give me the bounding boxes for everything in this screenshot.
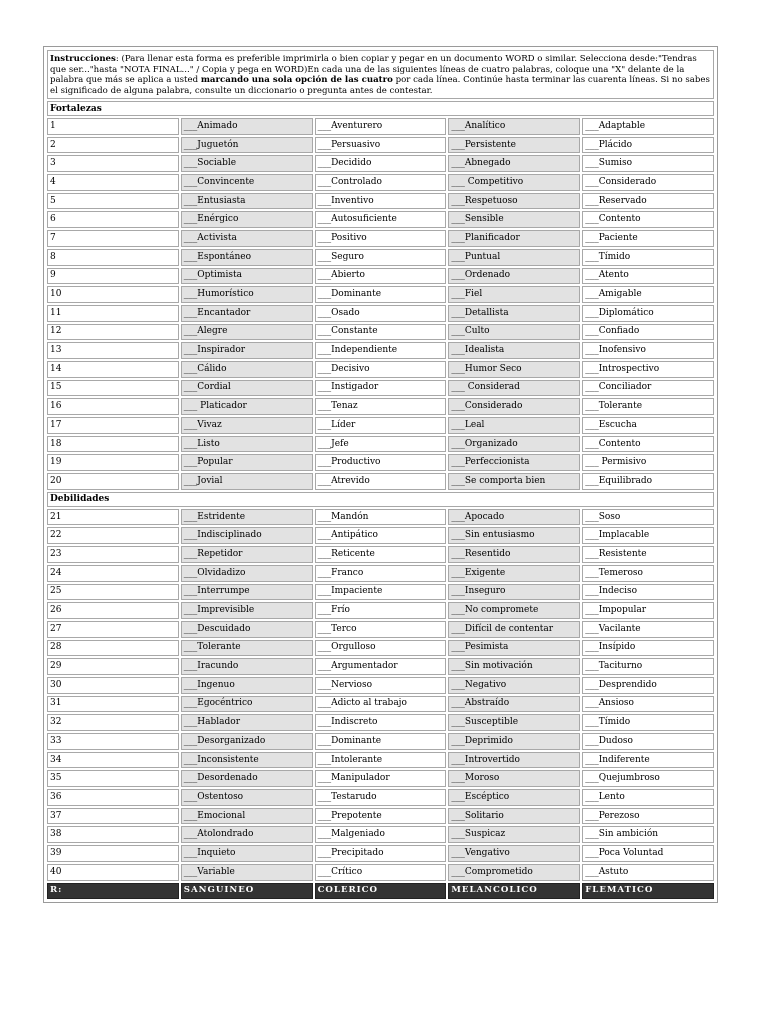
row-number: 24 (47, 565, 179, 582)
word-option[interactable]: ___Exigente (448, 565, 580, 582)
word-option[interactable]: ___Espontáneo (181, 249, 313, 266)
word-option[interactable]: ___Inquieto (181, 845, 313, 862)
word-option[interactable]: ___Negativo (448, 677, 580, 694)
word-option[interactable]: ___Apocado (448, 509, 580, 526)
word-option[interactable]: ___Reticente (315, 546, 447, 563)
instructions-tail: por cada línea. Continúe hasta terminar las cuarenta líneas. Si no sabes el significado de alguna palabra, consulte un diccionario o pregunta antes de contestar. (50, 75, 710, 96)
row-number: 12 (47, 324, 179, 341)
word-option[interactable]: ___Terco (315, 621, 447, 638)
word-option[interactable]: ___Desordenado (181, 770, 313, 787)
question-row (47, 789, 714, 806)
row-number: 17 (47, 417, 179, 434)
word-option[interactable]: ___Instigador (315, 380, 447, 397)
word-option[interactable]: ___Reservado (582, 193, 714, 210)
word-option[interactable]: ___Decidido (315, 155, 447, 172)
word-option[interactable]: ___Líder (315, 417, 447, 434)
word-option[interactable]: ___Indisciplinado (181, 527, 313, 544)
word-option[interactable]: ___Constante (315, 324, 447, 341)
temperament-test-form (43, 46, 718, 903)
question-row (47, 752, 714, 769)
word-option[interactable]: ___Escucha (582, 417, 714, 434)
question-row (47, 324, 714, 341)
word-option[interactable]: ___ Considerad (448, 380, 580, 397)
section-strengths-row (47, 101, 714, 116)
word-option[interactable]: ___Iracundo (181, 658, 313, 675)
word-option[interactable]: ___Frío (315, 602, 447, 619)
instructions-text: : (Para llenar esta forma es preferible imprimirla o bien copiar y pegar en un documento WORD o similar. Selecciona desde:"Tendras que ser..."hasta "NOTA FINAL..." / Copia y pega en WORD)En cada una de las siguientes líneas de cuatro palabras, coloque una "X" delante de la palabra que más se aplica a usted (50, 54, 697, 85)
question-row (47, 230, 714, 247)
section-weaknesses-row (47, 492, 714, 507)
word-option[interactable]: ___Inspirador (181, 342, 313, 359)
row-number: 39 (47, 845, 179, 862)
word-option[interactable]: ___Estridente (181, 509, 313, 526)
word-option[interactable]: ___ Platicador (181, 398, 313, 415)
question-row (47, 305, 714, 322)
word-option[interactable]: ___Cálido (181, 361, 313, 378)
word-option[interactable]: ___Respetuoso (448, 193, 580, 210)
question-row (47, 527, 714, 544)
instructions-row (47, 50, 714, 99)
word-option[interactable]: ___Introvertido (448, 752, 580, 769)
word-option[interactable]: ___No compromete (448, 602, 580, 619)
word-option[interactable]: ___Sensible (448, 211, 580, 228)
row-number: 28 (47, 640, 179, 657)
row-number: 2 (47, 137, 179, 154)
word-option[interactable]: ___Franco (315, 565, 447, 582)
question-row (47, 174, 714, 191)
question-row (47, 249, 714, 266)
row-number: 8 (47, 249, 179, 266)
word-option[interactable]: ___Alegre (181, 324, 313, 341)
row-number: 38 (47, 826, 179, 843)
word-option[interactable]: ___Hablador (181, 714, 313, 731)
word-option[interactable]: ___Vengativo (448, 845, 580, 862)
result-sanguineo: SANGUINEO (181, 883, 313, 900)
word-option[interactable]: ___Poca Voluntad (582, 845, 714, 862)
instructions-label: Instrucciones (50, 54, 116, 64)
word-option[interactable]: ___Puntual (448, 249, 580, 266)
word-option[interactable]: ___Enérgico (181, 211, 313, 228)
word-option[interactable]: ___Entusiasta (181, 193, 313, 210)
result-colerico: COLERICO (315, 883, 447, 900)
row-number: 21 (47, 509, 179, 526)
word-option[interactable]: ___Culto (448, 324, 580, 341)
word-option[interactable]: ___Humorístico (181, 286, 313, 303)
question-row (47, 677, 714, 694)
result-melancolico: MELANCOLICO (448, 883, 580, 900)
row-number: 9 (47, 268, 179, 285)
question-row (47, 193, 714, 210)
word-option[interactable]: ___Testarudo (315, 789, 447, 806)
word-option[interactable]: ___Taciturno (582, 658, 714, 675)
word-option[interactable]: ___Inofensivo (582, 342, 714, 359)
word-option[interactable]: ___Pesimista (448, 640, 580, 657)
word-option[interactable]: ___Idealista (448, 342, 580, 359)
row-number: 36 (47, 789, 179, 806)
row-number: 16 (47, 398, 179, 415)
row-number: 29 (47, 658, 179, 675)
word-option[interactable]: ___Prepotente (315, 808, 447, 825)
word-option[interactable]: ___Soso (582, 509, 714, 526)
question-row (47, 621, 714, 638)
word-option[interactable]: ___Se comporta bien (448, 473, 580, 490)
word-option[interactable]: ___Sumiso (582, 155, 714, 172)
question-row (47, 436, 714, 453)
question-row (47, 845, 714, 862)
word-option[interactable]: ___Adicto al trabajo (315, 696, 447, 713)
word-option[interactable]: ___Abierto (315, 268, 447, 285)
word-option[interactable]: ___ Competitivo (448, 174, 580, 191)
question-row (47, 118, 714, 135)
word-option[interactable]: ___Aventurero (315, 118, 447, 135)
row-number: 19 (47, 454, 179, 471)
word-option[interactable]: ___Impaciente (315, 584, 447, 601)
row-number: 4 (47, 174, 179, 191)
row-number: 7 (47, 230, 179, 247)
question-row (47, 380, 714, 397)
row-number: 18 (47, 436, 179, 453)
question-row (47, 733, 714, 750)
temperament-table (45, 48, 716, 901)
word-option[interactable]: ___Planificador (448, 230, 580, 247)
word-option[interactable]: ___Independiente (315, 342, 447, 359)
word-option[interactable]: ___Precipitado (315, 845, 447, 862)
row-number: 37 (47, 808, 179, 825)
word-option[interactable]: ___Solitario (448, 808, 580, 825)
section-weaknesses-heading: Debilidades (47, 492, 714, 507)
word-option[interactable]: ___Atrevido (315, 473, 447, 490)
word-option[interactable]: ___Decisivo (315, 361, 447, 378)
row-number: 40 (47, 864, 179, 881)
word-option[interactable]: ___Antipático (315, 527, 447, 544)
row-number: 6 (47, 211, 179, 228)
word-option[interactable]: ___Atolondrado (181, 826, 313, 843)
question-row (47, 473, 714, 490)
word-option[interactable]: ___Vivaz (181, 417, 313, 434)
word-option[interactable]: ___Persistente (448, 137, 580, 154)
word-option[interactable]: ___Convincente (181, 174, 313, 191)
word-option[interactable]: ___Desprendido (582, 677, 714, 694)
row-number: 35 (47, 770, 179, 787)
question-row (47, 808, 714, 825)
word-option[interactable]: ___Difícil de contentar (448, 621, 580, 638)
word-option[interactable]: ___Plácido (582, 137, 714, 154)
row-number: 25 (47, 584, 179, 601)
word-option[interactable]: ___Argumentador (315, 658, 447, 675)
word-option[interactable]: ___Tenaz (315, 398, 447, 415)
row-number: 1 (47, 118, 179, 135)
row-number: 5 (47, 193, 179, 210)
word-option[interactable]: ___Equilibrado (582, 473, 714, 490)
word-option[interactable]: ___Detallista (448, 305, 580, 322)
word-option[interactable]: ___Crítico (315, 864, 447, 881)
row-number: 33 (47, 733, 179, 750)
section-strengths-heading: Fortalezas (47, 101, 714, 116)
word-option[interactable]: ___Leal (448, 417, 580, 434)
word-option[interactable]: ___Jefe (315, 436, 447, 453)
word-option[interactable]: ___Osado (315, 305, 447, 322)
word-option[interactable]: ___Contento (582, 436, 714, 453)
word-option[interactable]: ___Impopular (582, 602, 714, 619)
word-option[interactable]: ___Abstraído (448, 696, 580, 713)
word-option[interactable]: ___Persuasivo (315, 137, 447, 154)
word-option[interactable]: ___Encantador (181, 305, 313, 322)
word-option[interactable]: ___Animado (181, 118, 313, 135)
word-option[interactable]: ___Indiferente (582, 752, 714, 769)
word-option[interactable]: ___Dudoso (582, 733, 714, 750)
word-option[interactable]: ___Controlado (315, 174, 447, 191)
word-option[interactable]: ___Introspectivo (582, 361, 714, 378)
word-option[interactable]: ___Moroso (448, 770, 580, 787)
row-number: 31 (47, 696, 179, 713)
word-option[interactable]: ___Perezoso (582, 808, 714, 825)
word-option[interactable]: ___Orgulloso (315, 640, 447, 657)
row-number: 3 (47, 155, 179, 172)
row-number: 30 (47, 677, 179, 694)
word-option[interactable]: ___Tímido (582, 249, 714, 266)
word-option[interactable]: ___Temeroso (582, 565, 714, 582)
word-option[interactable]: ___Dominante (315, 286, 447, 303)
word-option[interactable]: ___Vacilante (582, 621, 714, 638)
row-number: 27 (47, 621, 179, 638)
question-row (47, 864, 714, 881)
question-row (47, 658, 714, 675)
word-option[interactable]: ___Considerado (582, 174, 714, 191)
word-option[interactable]: ___Paciente (582, 230, 714, 247)
question-row (47, 826, 714, 843)
word-option[interactable]: ___Tímido (582, 714, 714, 731)
word-option[interactable]: ___Amigable (582, 286, 714, 303)
word-option[interactable]: ___Ansioso (582, 696, 714, 713)
word-option[interactable]: ___Susceptible (448, 714, 580, 731)
word-option[interactable]: ___Comprometido (448, 864, 580, 881)
word-option[interactable]: ___Perfeccionista (448, 454, 580, 471)
question-row (47, 565, 714, 582)
word-option[interactable]: ___Inseguro (448, 584, 580, 601)
word-option[interactable]: ___Popular (181, 454, 313, 471)
word-option[interactable]: ___Humor Seco (448, 361, 580, 378)
word-option[interactable]: ___Deprimido (448, 733, 580, 750)
word-option[interactable]: ___Inventivo (315, 193, 447, 210)
result-flematico: FLEMATICO (582, 883, 714, 900)
word-option[interactable]: ___Ostentoso (181, 789, 313, 806)
word-option[interactable]: ___Fiel (448, 286, 580, 303)
word-option[interactable]: ___Egocéntrico (181, 696, 313, 713)
word-option[interactable]: ___Adaptable (582, 118, 714, 135)
word-option[interactable]: ___Resistente (582, 546, 714, 563)
word-option[interactable]: ___Malgeniado (315, 826, 447, 843)
word-option[interactable]: ___Manipulador (315, 770, 447, 787)
word-option[interactable]: ___Autosuficiente (315, 211, 447, 228)
word-option[interactable]: ___Astuto (582, 864, 714, 881)
word-option[interactable]: ___Olvidadizo (181, 565, 313, 582)
word-option[interactable]: ___Variable (181, 864, 313, 881)
word-option[interactable]: ___Sociable (181, 155, 313, 172)
row-number: 32 (47, 714, 179, 731)
word-option[interactable]: ___Analítico (448, 118, 580, 135)
question-row (47, 398, 714, 415)
row-number: 23 (47, 546, 179, 563)
question-row (47, 268, 714, 285)
question-row (47, 714, 714, 731)
row-number: 10 (47, 286, 179, 303)
word-option[interactable]: ___Confiado (582, 324, 714, 341)
word-option[interactable]: ___Mandón (315, 509, 447, 526)
word-option[interactable]: ___Ordenado (448, 268, 580, 285)
word-option[interactable]: ___Abnegado (448, 155, 580, 172)
word-option[interactable]: ___Sin entusiasmo (448, 527, 580, 544)
word-option[interactable]: ___Atento (582, 268, 714, 285)
word-option[interactable]: ___Resentido (448, 546, 580, 563)
question-row (47, 417, 714, 434)
word-option[interactable]: ___Quejumbroso (582, 770, 714, 787)
question-row (47, 546, 714, 563)
word-option[interactable]: ___Indiscreto (315, 714, 447, 731)
question-row (47, 155, 714, 172)
word-option[interactable]: ___Cordial (181, 380, 313, 397)
row-number: 22 (47, 527, 179, 544)
word-option[interactable]: ___Conciliador (582, 380, 714, 397)
question-row (47, 770, 714, 787)
word-option[interactable]: ___Optimista (181, 268, 313, 285)
word-option[interactable]: ___Suspicaz (448, 826, 580, 843)
instructions-cell (47, 50, 714, 99)
word-option[interactable]: ___Sin ambición (582, 826, 714, 843)
question-row (47, 454, 714, 471)
instructions-emphasis: marcando una sola opción de las cuatro (200, 75, 393, 85)
word-option[interactable]: ___Seguro (315, 249, 447, 266)
question-row (47, 361, 714, 378)
word-option[interactable]: ___Repetidor (181, 546, 313, 563)
word-option[interactable]: ___Imprevisible (181, 602, 313, 619)
word-option[interactable]: ___Dominante (315, 733, 447, 750)
row-number: 11 (47, 305, 179, 322)
word-option[interactable]: ___Productivo (315, 454, 447, 471)
word-option[interactable]: ___Desorganizado (181, 733, 313, 750)
word-option[interactable]: ___Tolerante (181, 640, 313, 657)
word-option[interactable]: ___Escéptico (448, 789, 580, 806)
word-option[interactable]: ___Listo (181, 436, 313, 453)
word-option[interactable]: ___Tolerante (582, 398, 714, 415)
word-option[interactable]: ___Activista (181, 230, 313, 247)
word-option[interactable]: ___Emocional (181, 808, 313, 825)
word-option[interactable]: ___Positivo (315, 230, 447, 247)
word-option[interactable]: ___Descuidado (181, 621, 313, 638)
word-option[interactable]: ___Organizado (448, 436, 580, 453)
row-number: 14 (47, 361, 179, 378)
word-option[interactable]: ___Indeciso (582, 584, 714, 601)
word-option[interactable]: ___Lento (582, 789, 714, 806)
question-row (47, 584, 714, 601)
word-option[interactable]: ___Inconsistente (181, 752, 313, 769)
word-option[interactable]: ___ Permisivo (582, 454, 714, 471)
word-option[interactable]: ___Jovial (181, 473, 313, 490)
question-row (47, 602, 714, 619)
word-option[interactable]: ___Contento (582, 211, 714, 228)
word-option[interactable]: ___Interrumpe (181, 584, 313, 601)
word-option[interactable]: ___Insípido (582, 640, 714, 657)
question-row (47, 640, 714, 657)
word-option[interactable]: ___Ingenuo (181, 677, 313, 694)
question-row (47, 211, 714, 228)
question-row (47, 696, 714, 713)
result-row (47, 883, 714, 900)
word-option[interactable]: ___Considerado (448, 398, 580, 415)
result-label: R: (47, 883, 179, 900)
word-option[interactable]: ___Nervioso (315, 677, 447, 694)
word-option[interactable]: ___Implacable (582, 527, 714, 544)
row-number: 15 (47, 380, 179, 397)
row-number: 20 (47, 473, 179, 490)
row-number: 34 (47, 752, 179, 769)
word-option[interactable]: ___Diplomático (582, 305, 714, 322)
row-number: 13 (47, 342, 179, 359)
row-number: 26 (47, 602, 179, 619)
word-option[interactable]: ___Intolerante (315, 752, 447, 769)
question-row (47, 137, 714, 154)
question-row (47, 509, 714, 526)
word-option[interactable]: ___Juguetón (181, 137, 313, 154)
question-row (47, 342, 714, 359)
question-row (47, 286, 714, 303)
word-option[interactable]: ___Sin motivación (448, 658, 580, 675)
